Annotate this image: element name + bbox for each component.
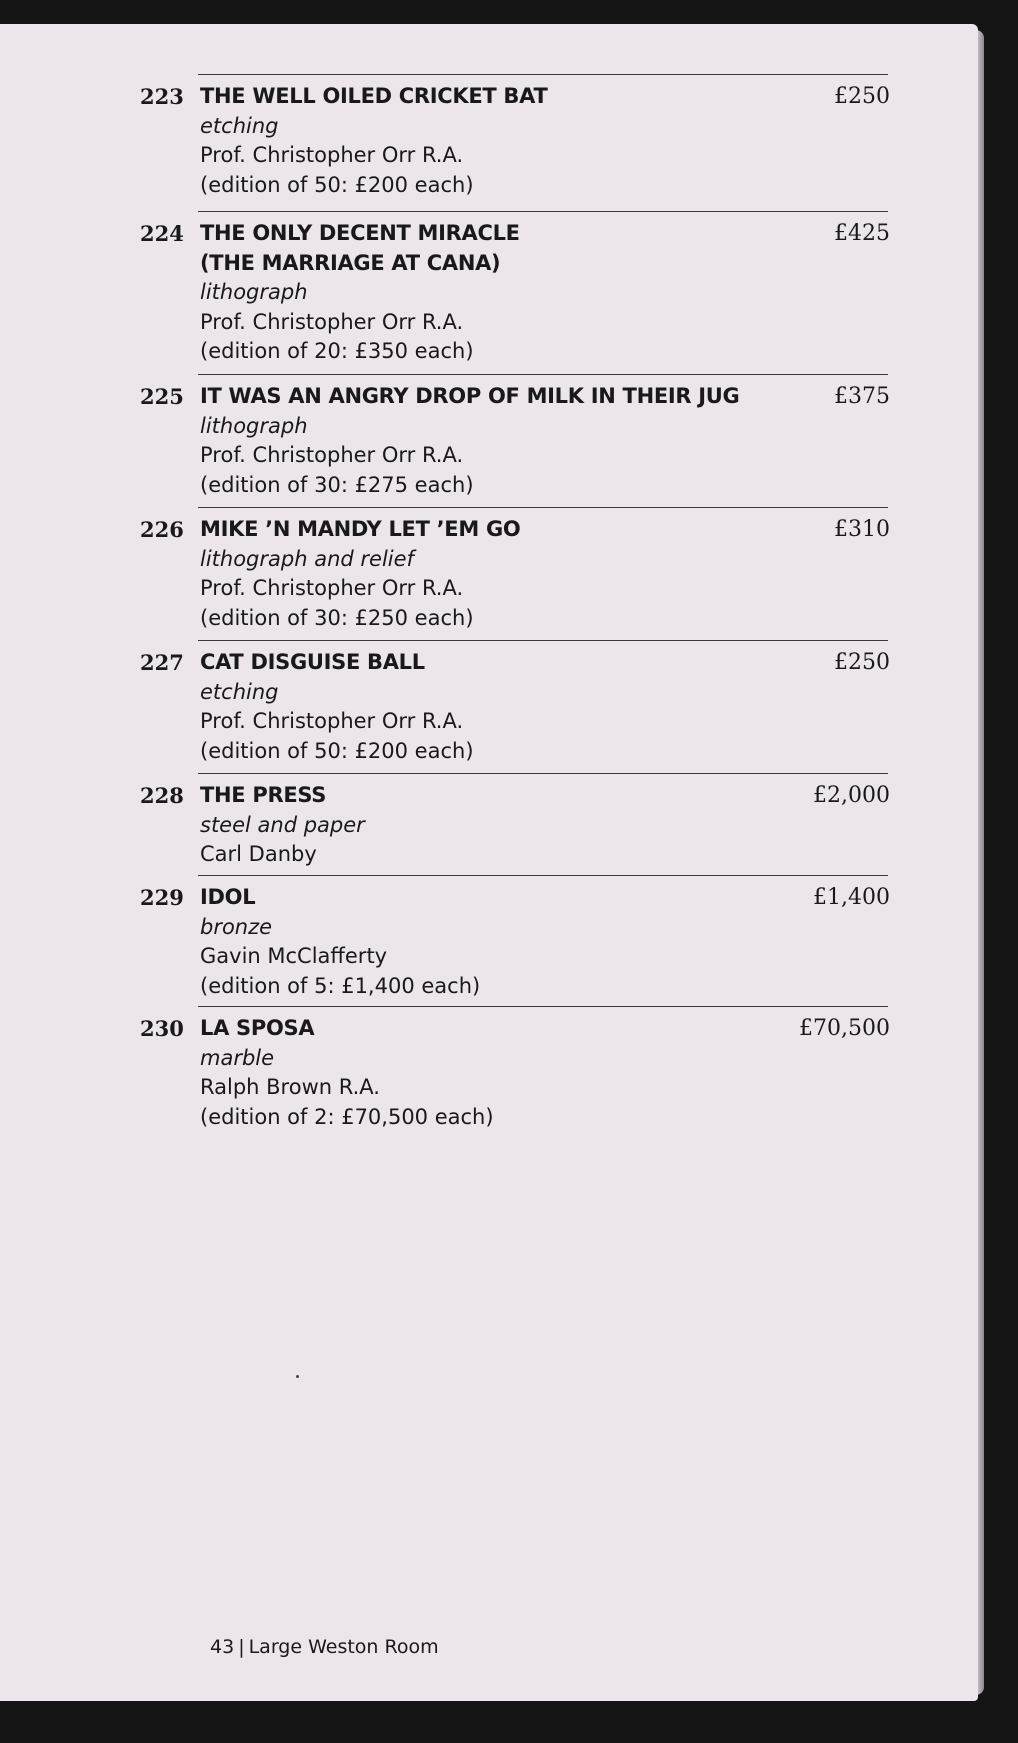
catalogue-entry bbox=[140, 219, 890, 367]
entry-divider bbox=[198, 640, 888, 641]
edition-info: (edition of 50: £200 each) bbox=[200, 738, 474, 763]
work-medium: steel and paper bbox=[200, 812, 365, 837]
footer-separator: | bbox=[238, 1636, 245, 1658]
work-title: MIKE ’N MANDY LET ’EM GO bbox=[200, 517, 521, 541]
work-medium: lithograph bbox=[200, 280, 308, 304]
work-title: IDOL bbox=[200, 885, 256, 909]
lot-number: 225 bbox=[140, 384, 184, 409]
entry-divider bbox=[198, 374, 888, 375]
entry-divider bbox=[198, 773, 888, 774]
edition-info: (edition of 30: £275 each) bbox=[200, 472, 474, 497]
entry-details bbox=[200, 883, 760, 1001]
work-medium: marble bbox=[200, 1045, 275, 1070]
work-title: LA SPOSA bbox=[200, 1016, 315, 1040]
entry-details bbox=[200, 515, 760, 633]
work-title: IT WAS AN ANGRY DROP OF MILK IN THEIR JUG bbox=[200, 384, 740, 408]
paper-speck bbox=[296, 1375, 299, 1378]
work-title: THE PRESS bbox=[200, 783, 327, 807]
price: £250 bbox=[834, 650, 890, 675]
work-medium: etching bbox=[200, 679, 279, 704]
artist-name: Prof. Christopher Orr R.A. bbox=[200, 309, 464, 334]
price: £310 bbox=[834, 517, 890, 542]
entry-divider bbox=[198, 211, 888, 212]
lot-number: 227 bbox=[140, 650, 184, 675]
page-footer bbox=[210, 1636, 439, 1658]
lot-number: 229 bbox=[140, 885, 184, 910]
entry-divider bbox=[198, 875, 888, 876]
entry-divider bbox=[198, 74, 888, 75]
section-name: Large Weston Room bbox=[248, 1636, 439, 1658]
price: £425 bbox=[834, 221, 890, 246]
artist-name: Prof. Christopher Orr R.A. bbox=[200, 143, 464, 167]
catalogue-entry bbox=[140, 648, 890, 766]
artist-name: Gavin McClafferty bbox=[200, 944, 388, 968]
artist-name: Ralph Brown R.A. bbox=[200, 1075, 380, 1099]
catalogue-entry bbox=[140, 382, 890, 500]
catalogue-entry bbox=[140, 1014, 890, 1132]
entry-details bbox=[200, 1014, 760, 1132]
lot-number: 223 bbox=[140, 84, 184, 109]
entry-divider bbox=[198, 1006, 888, 1007]
artist-name: Carl Danby bbox=[200, 842, 317, 866]
catalogue-entry bbox=[140, 515, 890, 633]
edition-info: (edition of 30: £250 each) bbox=[200, 605, 474, 630]
entry-details bbox=[200, 82, 760, 200]
work-title: CAT DISGUISE BALL bbox=[200, 650, 425, 674]
entry-details bbox=[200, 382, 760, 500]
page-number: 43 bbox=[210, 1636, 235, 1658]
edition-info: (edition of 2: £70,500 each) bbox=[200, 1104, 494, 1129]
price: £375 bbox=[834, 384, 890, 409]
work-title: (THE MARRIAGE AT CANA) bbox=[200, 250, 501, 275]
edition-info: (edition of 50: £200 each) bbox=[200, 172, 474, 197]
price: £2,000 bbox=[813, 783, 890, 808]
entry-details bbox=[200, 781, 760, 870]
catalogue-entry bbox=[140, 781, 890, 870]
work-medium: bronze bbox=[200, 914, 273, 939]
entry-details bbox=[200, 648, 760, 766]
entry-details bbox=[200, 219, 760, 367]
lot-number: 226 bbox=[140, 517, 184, 542]
work-medium: etching bbox=[200, 113, 279, 138]
lot-number: 224 bbox=[140, 221, 184, 246]
edition-info: (edition of 20: £350 each) bbox=[200, 339, 474, 363]
lot-number: 228 bbox=[140, 783, 184, 808]
work-medium: lithograph and relief bbox=[200, 546, 414, 571]
artist-name: Prof. Christopher Orr R.A. bbox=[200, 709, 464, 733]
price: £70,500 bbox=[799, 1016, 890, 1041]
catalogue-entry bbox=[140, 82, 890, 200]
artist-name: Prof. Christopher Orr R.A. bbox=[200, 443, 464, 467]
work-title: THE ONLY DECENT MIRACLE bbox=[200, 221, 520, 245]
entry-divider bbox=[198, 507, 888, 508]
price: £250 bbox=[834, 84, 890, 109]
catalogue-entry bbox=[140, 883, 890, 1001]
price: £1,400 bbox=[813, 885, 890, 910]
lot-number: 230 bbox=[140, 1016, 184, 1041]
work-title: THE WELL OILED CRICKET BAT bbox=[200, 84, 548, 108]
work-medium: lithograph bbox=[200, 413, 308, 438]
artist-name: Prof. Christopher Orr R.A. bbox=[200, 576, 464, 600]
edition-info: (edition of 5: £1,400 each) bbox=[200, 973, 481, 998]
